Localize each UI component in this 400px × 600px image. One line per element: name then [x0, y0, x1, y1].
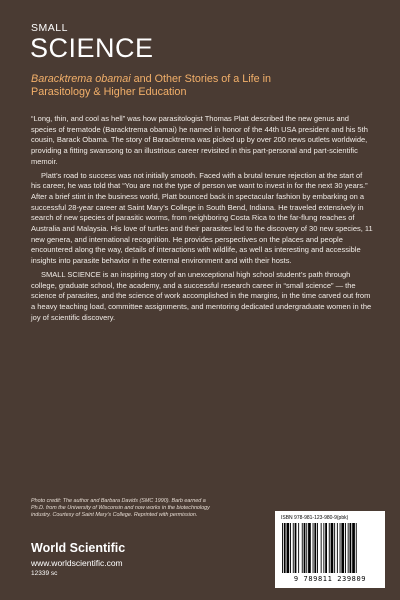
- blurb-paragraph-2: Platt’s road to success was not initially smooth. Faced with a brutal tenure rejection at the start of his career, he was told that “You are not the type of person we want to invest in for the next 30 years.” After a brief stint in the business world, Platt bounced back in spectacular fashion by embarking on a successful 28-year career at Saint Mary’s College in South Bend, Indiana. He traveled extensively in search of new species of parasitic worms, from neighboring Costa Rica to the far-flung reaches of Australia and Malaysia. His love of turtles and their parasites led to the discovery of 30 new species, 11 new genera, and international recognition. He provides perspectives on the places and people encountered along the way, details of interactions with wildlife, as well as interesting and accessible insights into parasite behavior in the external environment and with their hosts.: [31, 170, 373, 266]
- blurb-paragraph-3: SMALL SCIENCE is an inspiring story of an unexceptional high school student’s path through college, graduate school, the academy, and a successful research career in “small science” — the science of parasites, and the science of work accomplished in the margins, in the time carved out from a heavy teaching load, committee assignments, and mentoring dedicated undergraduate women in the joy of scientific discovery.: [31, 269, 372, 322]
- catalog-code: 12339 sc: [31, 570, 58, 577]
- publisher-website: www.worldscientific.com: [31, 558, 123, 568]
- subtitle-rest: and Other Stories of a Life in Parasitology & Higher Education: [31, 73, 272, 98]
- subtitle-italic: Baracktrema obamai: [31, 73, 131, 85]
- title-small: SMALL: [31, 22, 68, 34]
- blurb-paragraph-1: “Long, thin, and cool as hell” was how parasitologist Thomas Platt described the new genus and species of trematode (Baracktrema obamai) he named in honor of the 44th USA president and his 5th cousin, Barack Obama. The story of Baracktrema was picked up by over 200 news outlets worldwide, providing a fitting swansong to an illustrious career revisited in this part-personal and part-scientific memoir.: [31, 114, 368, 166]
- isbn-barcode: [275, 511, 385, 588]
- blurb: [31, 114, 373, 326]
- subtitle: [31, 73, 291, 99]
- photo-credit: Photo credit: The author and Barbara Davids (SMC 1990). Barb earned a Ph.D. from the University of Wisconsin and now works in the biotechnology industry. Courtesy of Saint Mary’s College. Reprinted with permission.: [31, 498, 210, 518]
- title-main: SCIENCE: [30, 33, 154, 63]
- isbn-label: ISBN 978-981-123-980-9(pbk): [281, 515, 349, 521]
- publisher-name: World Scientific: [31, 541, 126, 555]
- barcode-icon: [280, 523, 380, 575]
- barcode-digits: 9 789811 239809: [293, 575, 367, 583]
